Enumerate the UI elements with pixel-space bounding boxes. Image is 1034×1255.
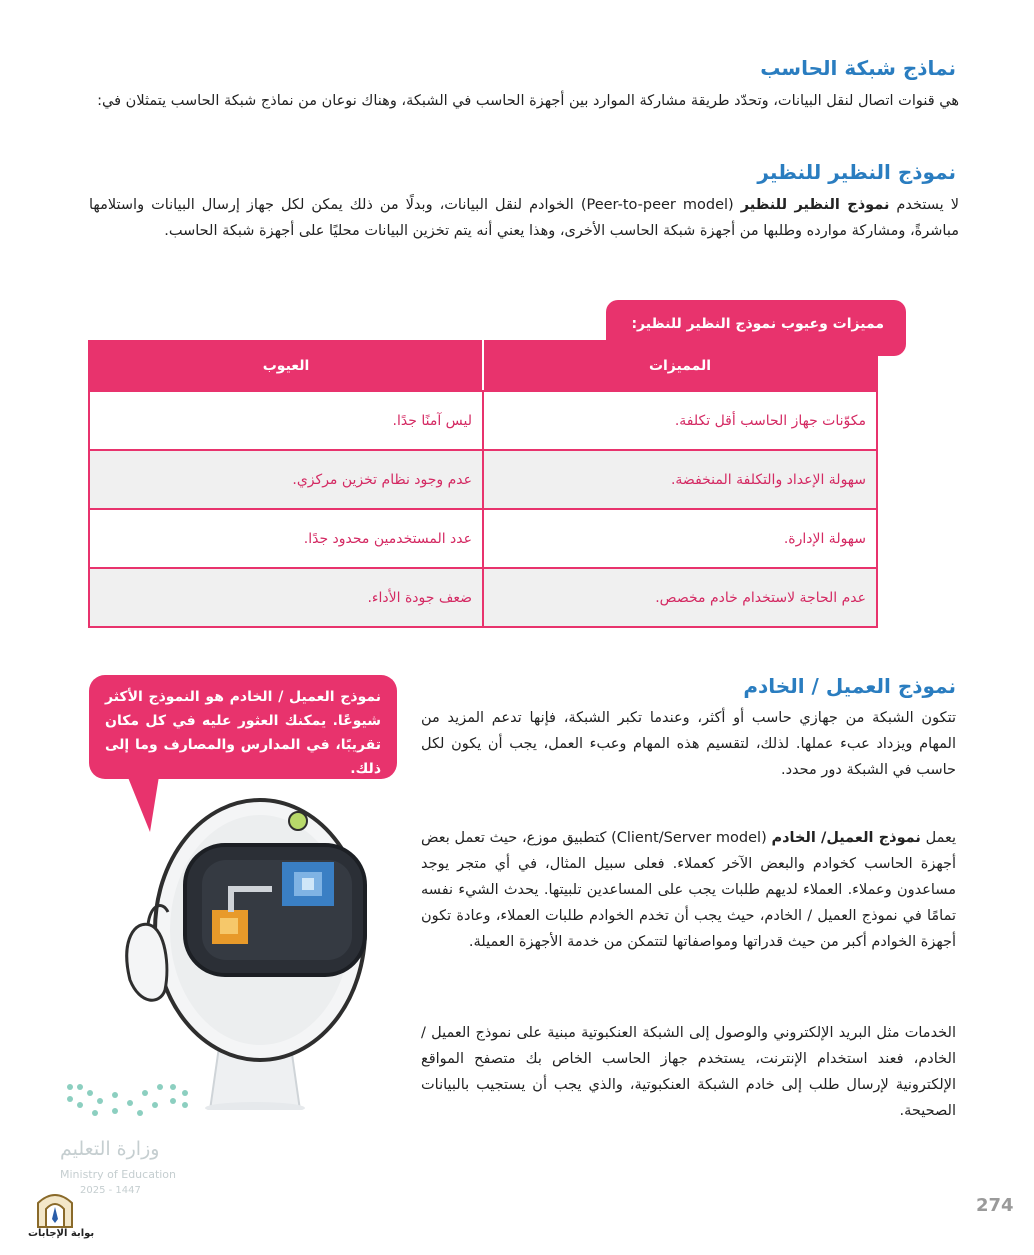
section-title-client-server: نموذج العميل / الخادم — [743, 674, 956, 698]
header-pros: المميزات — [483, 341, 877, 391]
ministry-logo-dots-icon — [55, 1075, 205, 1130]
body-text: يعمل — [920, 830, 956, 846]
section-body-network-models: هي قنوات اتصال لنقل البيانات، وتحدّد طريقة مشاركة الموارد بين أجهزة الحاسب في الشبكة، وهناك نوعان من نماذج شبكة الحاسب يتمثلان في: — [97, 93, 959, 109]
table-row — [89, 568, 877, 627]
bold-term: نموذج العميل/ الخادم — [771, 830, 921, 846]
con-cell: عدد المستخدمين محدود جدًا. — [89, 509, 483, 568]
table-row — [89, 450, 877, 509]
client-server-paragraph-1: تتكون الشبكة من جهازي حاسب أو أكثر، وعندما تكبر الشبكة، فإنها تدعم المزيد من المهام ويزداد عبء عملها. لذلك، لتقسيم هذه المهام وعبء العمل، يجب أن يكون لكل حاسب في الشبكة دور محدد. — [421, 710, 956, 778]
pros-cons-table — [88, 340, 878, 628]
answers-portal-label: بوابة الإجابات — [28, 1228, 95, 1239]
table-caption-tab: مميزات وعيوب نموذج النظير للنظير: — [606, 300, 906, 356]
con-cell: عدم وجود نظام تخزين مركزي. — [89, 450, 483, 509]
con-cell: ضعف جودة الأداء. — [89, 568, 483, 627]
table-row — [89, 509, 877, 568]
body-text: (Client/Server model) كتطبيق موزع، حيث تعمل بعض أجهزة الحاسب كخوادم والبعض الآخر كعملاء. فعلى سبيل المثال، في أي متجر يوجد مساعدون وعملاء. العملاء لديهم طلبات يجب على المساعدين تلبيتها. يحدث الشيء نفسه تمامًا في نموذج العميل / الخادم، حيث يجب أن تخدم الخوادم طلبات العملاء، وعادة تكون أجهزة الخوادم أكبر من حيث قدراتها ومواصفاتها لتتمكن من خدمة الأجهزة العميلة. — [421, 830, 956, 950]
ministry-name-arabic: وزارة التعليم — [60, 1138, 160, 1160]
pro-cell: سهولة الإدارة. — [483, 509, 877, 568]
table-header-row — [89, 341, 877, 391]
section-title-peer-to-peer: نموذج النظير للنظير — [757, 160, 956, 184]
pro-cell: عدم الحاجة لاستخدام خادم مخصص. — [483, 568, 877, 627]
pro-cell: مكوّنات جهاز الحاسب أقل تكلفة. — [483, 391, 877, 450]
section-title-network-models: نماذج شبكة الحاسب — [760, 56, 956, 80]
answers-portal-logo-icon — [30, 1185, 80, 1230]
client-server-paragraph-2 — [421, 825, 956, 955]
con-cell: ليس آمنًا جدًا. — [89, 391, 483, 450]
speech-bubble: نموذج العميل / الخادم هو النموذج الأكثر شيوعًا. يمكنك العثور عليه في كل مكان تقريبًا، في المدارس والمصارف وما إلى ذلك. — [89, 675, 397, 779]
body-text: (Peer-to-peer model) الخوادم لنقل البيانات، وبدلًا من ذلك يمكن لكل جهاز إرسال البيانات واستلامها مباشرةً، ومشاركة موارده وطلبها من أجهزة شبكة الحاسب الأخرى، وهذا يعني أنه يتم تخزين البيانات محليًا على أجهزة شبكة الحاسب. — [89, 197, 959, 239]
bold-term: نموذج النظير للنظير — [740, 197, 890, 213]
page-number: 274 — [976, 1195, 1014, 1216]
client-server-paragraph-3: الخدمات مثل البريد الإلكتروني والوصول إلى الشبكة العنكبوتية مبنية على نموذج العميل / الخادم، فعند استخدام الإنترنت، يستخدم جهاز الحاسب الخاص بك متصفح المواقع الإلكترونية لإرسال طلب إلى خادم الشبكة العنكبوتية، والذي يجب أن يستجيب بالبيانات الصحيحة. — [421, 1025, 956, 1119]
section-body-peer-to-peer — [89, 192, 959, 244]
robot-mascot-illustration — [110, 790, 380, 1110]
body-text: لا يستخدم — [889, 197, 959, 213]
pro-cell: سهولة الإعداد والتكلفة المنخفضة. — [483, 450, 877, 509]
ministry-name-english: Ministry of Education — [60, 1168, 177, 1181]
header-cons: العيوب — [89, 341, 483, 391]
table-row — [89, 391, 877, 450]
ministry-year: 2025 - 1447 — [80, 1185, 141, 1196]
